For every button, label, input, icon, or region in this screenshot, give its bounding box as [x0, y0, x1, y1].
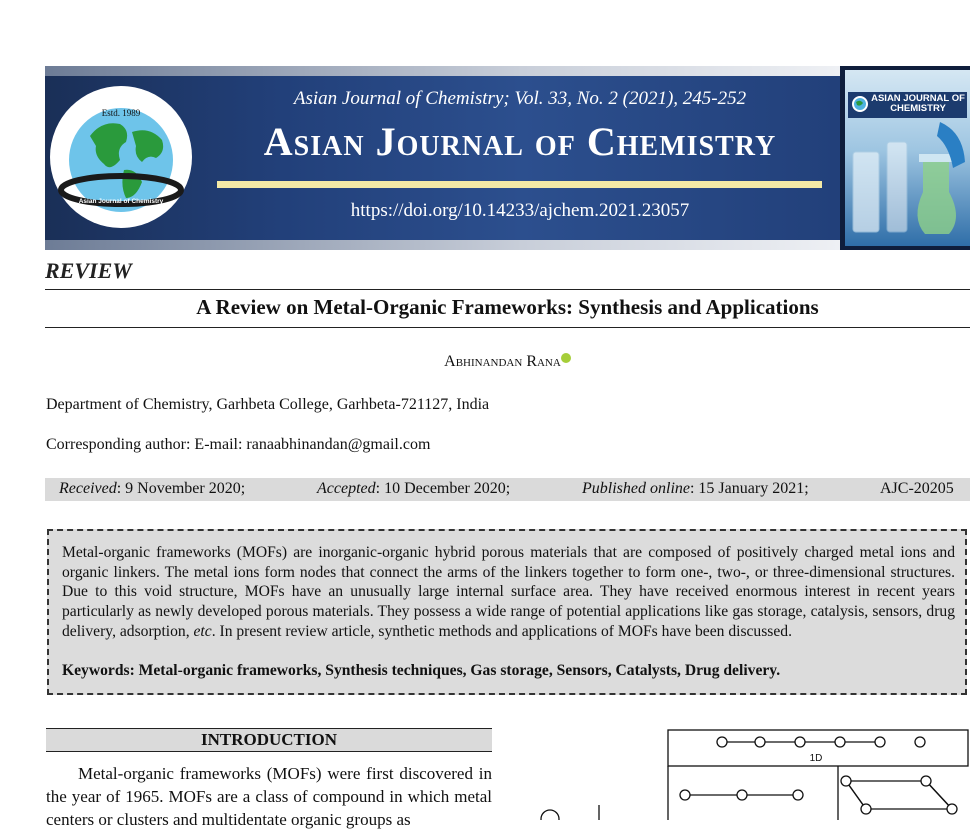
- figure-node: [755, 737, 765, 747]
- figure-node: [680, 790, 690, 800]
- orcid-icon[interactable]: [561, 353, 571, 363]
- accepted-date: [317, 480, 510, 498]
- author-line: [45, 353, 970, 371]
- banner-bottom-strip: [45, 240, 840, 250]
- figure-node: [795, 737, 805, 747]
- received-label: Received: [59, 480, 117, 497]
- banner-citation: Asian Journal of Chemistry; Vol. 33, No. 2 (2021), 245-252: [293, 88, 747, 109]
- cover-flask-icon: [845, 122, 970, 246]
- abstract-text-part2: . In present review article, synthetic methods and applications of MOFs have been discussed.: [211, 622, 792, 640]
- published-date: [582, 480, 809, 498]
- article-code: AJC-20205: [880, 480, 954, 497]
- title-bottom-rule: [45, 327, 970, 328]
- banner-rule: [217, 181, 822, 188]
- author-name[interactable]: Abhinandan Rana: [444, 353, 561, 370]
- banner-top-strip: [45, 66, 840, 76]
- figure-node: [861, 804, 871, 814]
- journal-banner: [45, 66, 970, 250]
- figure-2d-edge-right: [926, 781, 952, 809]
- abstract-etc: etc: [193, 622, 212, 640]
- cover-title: ASIAN JOURNAL OF CHEMISTRY: [871, 93, 965, 114]
- accepted-value: : 10 December 2020;: [375, 480, 511, 497]
- figure-node: [737, 790, 747, 800]
- received-value: : 9 November 2020;: [116, 480, 246, 497]
- figure-node: [717, 737, 727, 747]
- figure-node: [921, 776, 931, 786]
- received-date: [59, 480, 245, 498]
- introduction-body: [46, 762, 492, 831]
- figure-node: [793, 790, 803, 800]
- journal-cover-image: [845, 70, 970, 246]
- corresponding-author: Corresponding author: E-mail: ranaabhinandan@gmail.com: [46, 436, 431, 453]
- mof-dimension-figure: [520, 715, 980, 820]
- figure-node: [947, 804, 957, 814]
- figure-node: [915, 737, 925, 747]
- abstract-box: [47, 529, 967, 695]
- abstract-text-part1: Metal-organic frameworks (MOFs) are inorganic-organic hybrid porous materials that are composed of positively charged metal ions and organic linkers. The metal ions form nodes that connect the arms of the linkers together to form one-, two-, or three-dimensional structures. Due to this void structure, MOFs have an unusually large internal surface area. They have received enormous interest in recent years particularly as newly developed porous materials. They possess a wide range of potential applications like gas storage, catalysis, sensors, drug delivery, adsorption,: [62, 544, 955, 640]
- figure-node: [841, 776, 851, 786]
- title-top-rule: [45, 289, 970, 290]
- logo-ring-text: Asian Journal of Chemistry: [78, 198, 164, 205]
- published-value: : 15 January 2021;: [689, 480, 809, 497]
- cover-globe-icon: [851, 95, 869, 113]
- banner-main-panel: [45, 66, 840, 250]
- globe-logo-icon: [50, 86, 192, 228]
- figure-2d-frame: [846, 781, 952, 809]
- affiliation: Department of Chemistry, Garhbeta College, Garhbeta-721127, India: [46, 396, 490, 413]
- figure-node: [541, 810, 559, 820]
- introduction-heading: INTRODUCTION: [46, 728, 492, 752]
- banner-journal-name: Asian Journal of Chemistry: [263, 119, 777, 164]
- introduction-paragraph: Metal-organic frameworks (MOFs) were first discovered in the year of 1965. MOFs are a class of compound in which metal centers or clusters and multidentate organic groups as: [46, 764, 492, 829]
- figure-node: [835, 737, 845, 747]
- journal-logo: [50, 86, 192, 228]
- article-title: A Review on Metal-Organic Frameworks: Synthesis and Applications: [196, 295, 819, 319]
- logo-estd-text: Estd. 1989: [101, 108, 141, 118]
- doi-link[interactable]: https://doi.org/10.14233/ajchem.2021.23057: [350, 200, 690, 221]
- accepted-label: Accepted: [317, 480, 376, 497]
- dates-bar: [45, 478, 970, 501]
- abstract-text: [62, 543, 955, 642]
- article-type-label: REVIEW: [45, 258, 132, 283]
- figure-node: [875, 737, 885, 747]
- figure-label-1d: 1D: [809, 753, 823, 764]
- published-label: Published online: [582, 480, 690, 497]
- keywords: Keywords: Metal-organic frameworks, Synthesis techniques, Gas storage, Sensors, Catalysts, Drug delivery.: [62, 662, 781, 679]
